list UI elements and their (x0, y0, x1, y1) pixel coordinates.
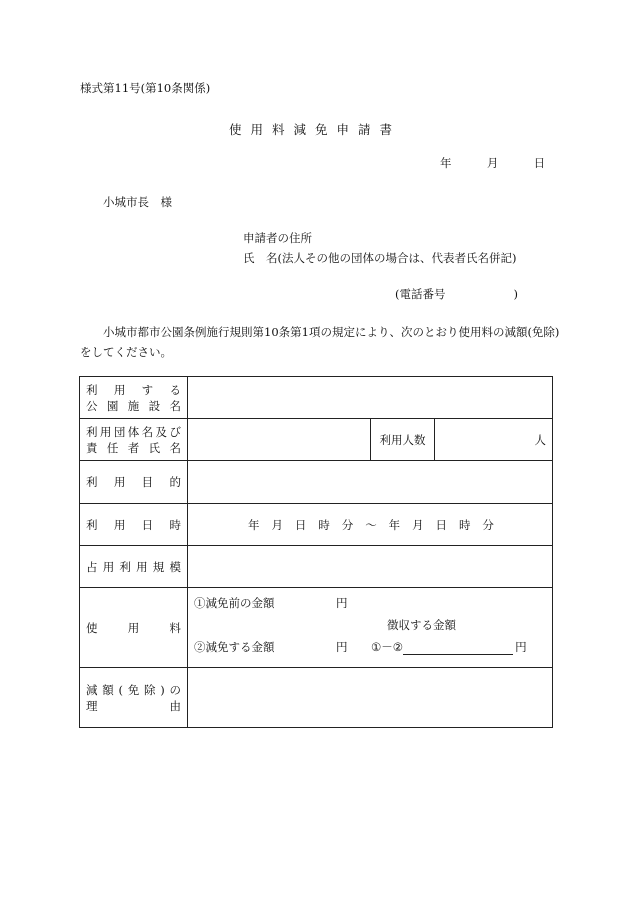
fee-collect-label: 徴収する金額 (387, 618, 456, 632)
application-table (79, 376, 553, 728)
label-char: 由 (169, 698, 181, 713)
label-char: 者 (127, 440, 140, 455)
label-char: 時 (458, 517, 471, 532)
label-char: 用 (127, 620, 140, 635)
datetime-label-chars (86, 517, 181, 533)
label-char: 用 (113, 475, 126, 489)
label-char: 模 (169, 559, 181, 574)
facility-label-line2 (86, 398, 181, 414)
label-char: 氏 (148, 440, 161, 455)
label-char: 理 (86, 698, 98, 713)
fee-field[interactable] (188, 588, 553, 668)
fee-formula (371, 639, 527, 655)
label-char: 名 (169, 440, 181, 455)
label-char: 利 (86, 475, 98, 489)
label-char: 年 (388, 517, 401, 532)
label-char: 年 (248, 517, 260, 532)
label-char: 分 (482, 517, 494, 532)
label-char: 任 (106, 440, 119, 455)
reason-label-line1 (86, 682, 181, 698)
facility-label-line1 (86, 382, 181, 398)
label-char: 利 (86, 424, 98, 439)
label-char: 公 (86, 398, 98, 413)
purpose-label (80, 461, 188, 504)
label-char: 使 (86, 620, 98, 635)
date-month: 月 (486, 156, 499, 170)
label-char: 除 (144, 682, 156, 697)
datetime-label (80, 504, 188, 546)
fee-formula-line (403, 642, 513, 655)
form-number: 様式第11号(第10条関係) (80, 81, 211, 95)
datetime-units (188, 517, 552, 533)
group-label (80, 419, 188, 461)
group-label-line1 (86, 424, 181, 440)
date-year: 年 (440, 156, 452, 170)
fee-reduce-label: ②減免する金額 (194, 640, 275, 654)
label-char: る (169, 382, 181, 397)
date-line (440, 155, 545, 171)
label-char: 施 (127, 398, 140, 413)
label-char: 規 (152, 559, 165, 574)
label-char: 責 (86, 440, 98, 455)
facility-name-field[interactable] (188, 377, 553, 419)
label-char: ) (160, 682, 165, 697)
label-char: 月 (271, 517, 283, 532)
date-day: 日 (533, 156, 546, 170)
num-users-unit: 人 (534, 432, 547, 447)
scale-label-chars (86, 559, 181, 575)
label-char: 免 (127, 682, 140, 697)
group-label-line2 (86, 440, 181, 456)
fee-before-unit: 円 (336, 596, 348, 610)
applicant-name-label: 氏 名(法人その他の団体の場合は、代表者氏名併記) (243, 251, 517, 265)
label-char: ～ (365, 517, 377, 532)
scale-label (80, 546, 188, 588)
label-char: 利 (86, 382, 98, 397)
label-char: 月 (412, 517, 424, 532)
label-char: 名 (169, 398, 181, 413)
label-char: 時 (318, 517, 330, 532)
num-users-label: 利用人数 (371, 419, 435, 461)
label-char: 日 (435, 517, 447, 532)
label-char: 設 (148, 398, 161, 413)
label-char: 減 (86, 682, 98, 697)
fee-label (80, 588, 188, 668)
label-char: 用 (113, 517, 126, 532)
label-char: 園 (106, 398, 119, 413)
label-char: 目 (141, 475, 154, 489)
label-char: 用 (113, 382, 126, 397)
label-char: 時 (169, 517, 181, 532)
phone-close: ) (513, 287, 518, 301)
intro-text: 小城市都市公園条例施行規則第10条第1項の規定により、次のとおり使用料の減額(免除)をしてください。 (80, 325, 560, 359)
label-char: 分 (341, 517, 354, 532)
label-char: 名 (141, 424, 154, 439)
label-char: ( (118, 682, 123, 697)
reason-label-line2 (86, 698, 181, 714)
label-char: 利 (119, 559, 131, 574)
label-char: す (141, 382, 154, 397)
datetime-field[interactable] (188, 504, 553, 546)
phone-label: (電話番号 (395, 287, 446, 301)
label-char: 利 (86, 517, 98, 532)
label-char: 料 (169, 620, 181, 635)
fee-label-chars (86, 620, 181, 636)
applicant-address-label: 申請者の住所 (243, 231, 312, 245)
label-char: び (169, 424, 181, 439)
addressee: 小城市長 様 (103, 195, 172, 209)
label-char: の (169, 682, 181, 697)
label-char: 占 (86, 559, 98, 574)
purpose-field[interactable] (188, 461, 553, 504)
label-char: 的 (169, 475, 181, 489)
label-char: 用 (136, 559, 148, 574)
reason-label (80, 668, 188, 728)
label-char: 日 (294, 517, 307, 532)
reason-field[interactable] (188, 668, 553, 728)
label-char: 額 (102, 682, 114, 697)
fee-before-label: ①減免前の金額 (194, 596, 275, 610)
fee-formula-label: ①－② (371, 640, 404, 654)
fee-formula-unit: 円 (515, 640, 527, 654)
label-char: 日 (141, 517, 154, 532)
group-name-field[interactable] (188, 419, 371, 461)
phone-field[interactable] (395, 286, 518, 302)
label-char: 体 (127, 424, 140, 439)
label-char: 用 (102, 559, 115, 574)
label-char: 及 (155, 424, 168, 439)
label-char: 団 (113, 424, 126, 439)
label-char: 用 (99, 424, 112, 439)
purpose-label-chars (86, 474, 181, 490)
facility-label (80, 377, 188, 419)
num-users-field[interactable] (435, 419, 553, 461)
page-title: 使用料減免申請書 (228, 122, 401, 137)
fee-reduce-unit: 円 (336, 640, 348, 654)
scale-field[interactable] (188, 546, 553, 588)
